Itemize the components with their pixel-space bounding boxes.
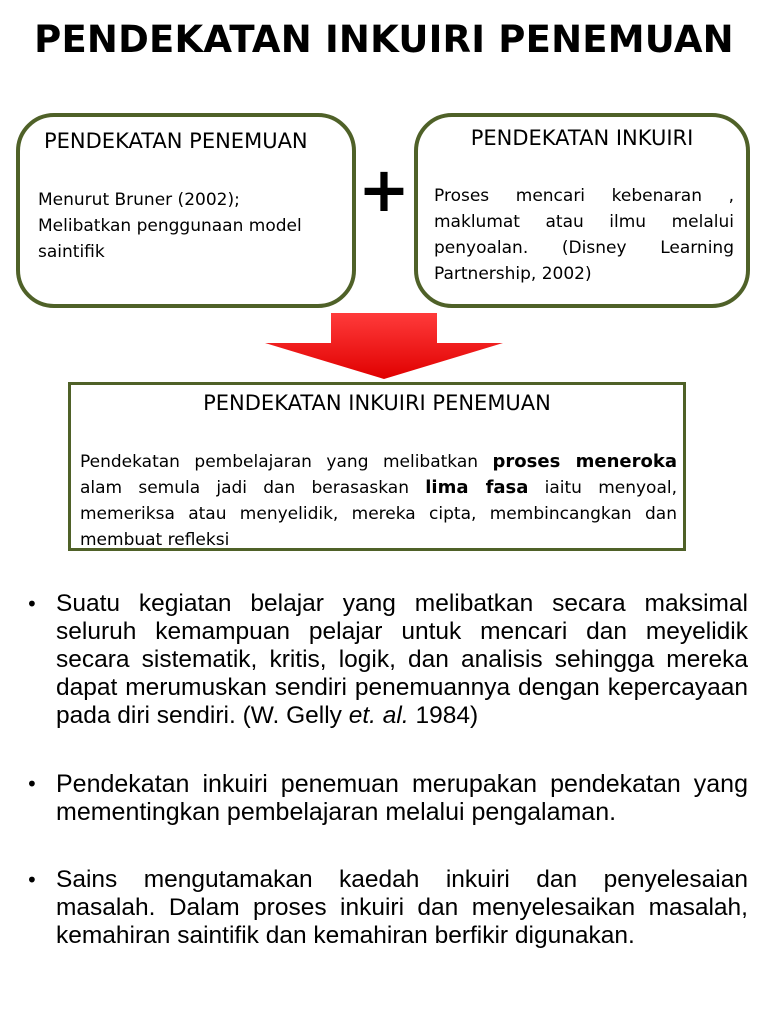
definition-text-1: Pendekatan pembelajaran yang melibatkan	[80, 452, 493, 472]
discovery-approach-heading: PENDEKATAN PENEMUAN	[44, 129, 308, 153]
definition-bold-1: proses meneroka	[492, 451, 677, 472]
inquiry-approach-heading: PENDEKATAN INKUIRI	[470, 126, 694, 150]
page-title: PENDEKATAN INKUIRI PENEMUAN	[34, 18, 734, 61]
plus-symbol: +	[358, 153, 410, 226]
down-arrow-icon	[265, 313, 503, 379]
definition-text-3: iaitu menyoal, memeriksa atau menyelidik, mereka cipta, membincangkan dan membuat refleksi	[80, 478, 677, 550]
bullet-text-italic: et. al.	[348, 702, 409, 729]
discovery-approach-text: Menurut Bruner (2002); Melibatkan penggunaan model saintifik	[38, 190, 302, 262]
bullet-item	[26, 866, 748, 950]
inquiry-discovery-box	[68, 382, 686, 551]
inquiry-discovery-heading: PENDEKATAN INKUIRI PENEMUAN	[203, 391, 551, 415]
bullet-text-end: 1984)	[408, 702, 479, 729]
bullet-marker: •	[26, 868, 38, 892]
definition-text-2: alam semula jadi dan berasaskan	[80, 478, 426, 498]
bullet-text	[56, 590, 748, 730]
bullet-text-main: Suatu kegiatan belajar yang melibatkan secara maksimal seluruh kemampuan pelajar untuk mencari dan meyelidik secara sistematik, kritis, logik, dan analisis sehingga mereka dapat merumuskan sendiri penemuannya dengan kepercayaan pada diri sendiri. (W. Gelly	[56, 590, 748, 729]
discovery-approach-box	[16, 113, 356, 308]
bullet-item	[26, 590, 748, 730]
bullet-marker: •	[26, 592, 38, 616]
arrow-shape	[265, 313, 503, 379]
bullet-list	[26, 590, 748, 950]
inquiry-discovery-text	[80, 449, 677, 553]
definition-bold-2: lima fasa	[425, 477, 529, 498]
bullet-text: Sains mengutamakan kaedah inkuiri dan penyelesaian masalah. Dalam proses inkuiri dan menyelesaikan masalah, kemahiran saintifik dan kemahiran berfikir digunakan.	[56, 866, 748, 949]
inquiry-approach-box	[414, 113, 750, 308]
bullet-marker: •	[26, 772, 38, 796]
inquiry-approach-text: Proses mencari kebenaran , maklumat atau ilmu melalui penyoalan. (Disney Learning Partnership, 2002)	[434, 186, 734, 284]
bullet-item	[26, 770, 748, 826]
bullet-text: Pendekatan inkuiri penemuan merupakan pendekatan yang mementingkan pembelajaran melalui pengalaman.	[56, 770, 748, 826]
